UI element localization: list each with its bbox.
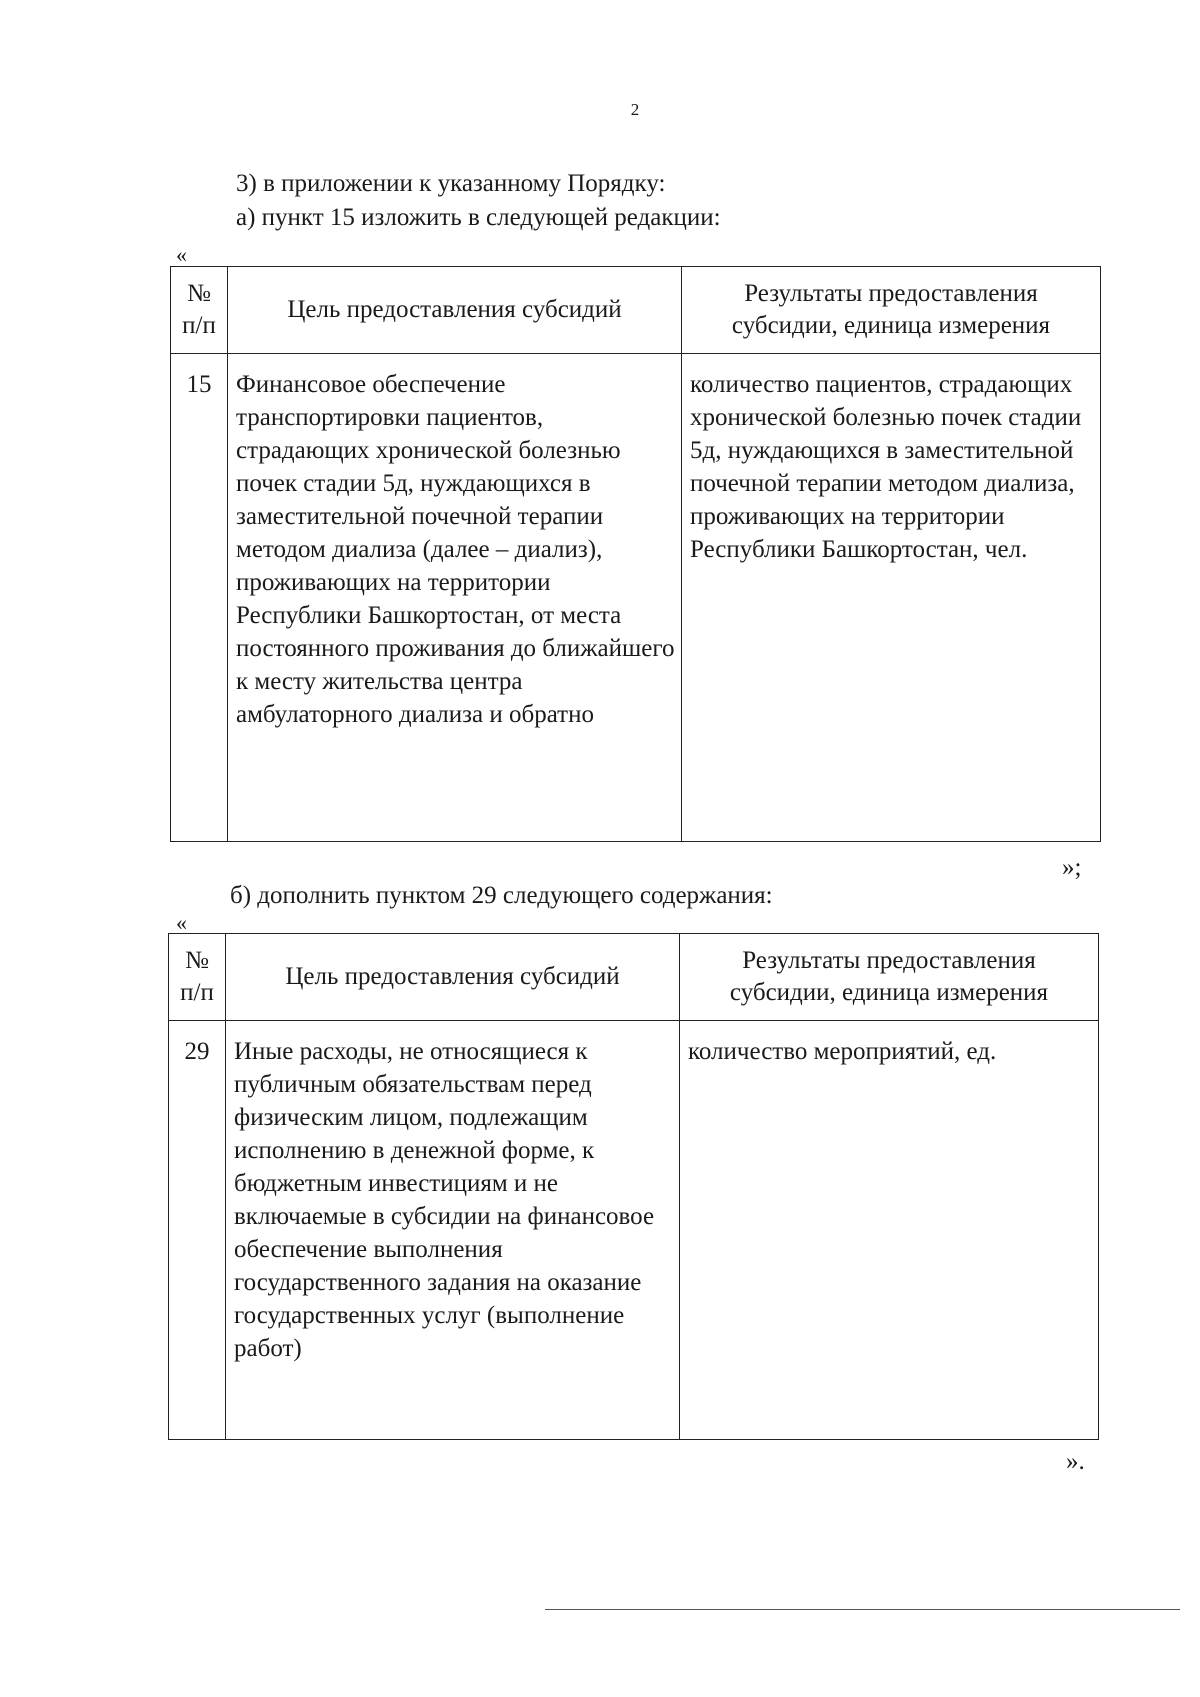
close-quote-1: »; [1062,854,1082,881]
header-number: № п/п [171,267,228,354]
row-number: 29 [169,1021,226,1440]
row-result: количество пациентов, страдающих хронической болезнью почек стадии 5д, нуждающихся в заместительной почечной терапии методом диализа, проживающих на территории Республики Башкортостан, чел. [682,354,1101,842]
open-quote-2: « [176,910,187,935]
point-b: б) дополнить пунктом 29 следующего содержания: [230,882,773,909]
table-row [171,354,1101,842]
close-quote-2: ». [1066,1448,1085,1475]
header-result: Результаты предоставления субсидии, единица измерения [680,934,1099,1021]
bottom-rule [545,1609,1180,1610]
open-quote-1: « [176,242,187,267]
row-result: количество мероприятий, ед. [680,1021,1099,1440]
header-number: № п/п [169,934,226,1021]
page-number: 2 [630,100,640,119]
amendment-table-29 [168,933,1099,1440]
header-goal: Цель предоставления субсидий [226,934,680,1021]
row-number: 15 [171,354,228,842]
intro-line-1: 3) в приложении к указанному Порядку: [236,170,666,197]
row-goal: Финансовое обеспечение транспортировки пациентов, страдающих хронической болезнью почек стадии 5д, нуждающихся в заместительной почечной терапии методом диализа (далее – диализ), проживающих на территории Республики Башкортостан, от места постоянного проживания до ближайшего к месту жительства центра амбулаторного диализа и обратно [228,354,682,842]
amendment-table-15 [170,266,1101,842]
table-header-row [171,267,1101,354]
row-goal: Иные расходы, не относящиеся к публичным обязательствам перед физическим лицом, подлежащим исполнению в денежной форме, к бюджетным инвестициям и не включаемые в субсидии на финансовое обеспечение выполнения государственного задания на оказание государственных услуг (выполнение работ) [226,1021,680,1440]
table-row [169,1021,1099,1440]
header-result: Результаты предоставления субсидии, единица измерения [682,267,1101,354]
table-header-row [169,934,1099,1021]
header-goal: Цель предоставления субсидий [228,267,682,354]
intro-line-2: а) пункт 15 изложить в следующей редакции: [236,204,721,231]
